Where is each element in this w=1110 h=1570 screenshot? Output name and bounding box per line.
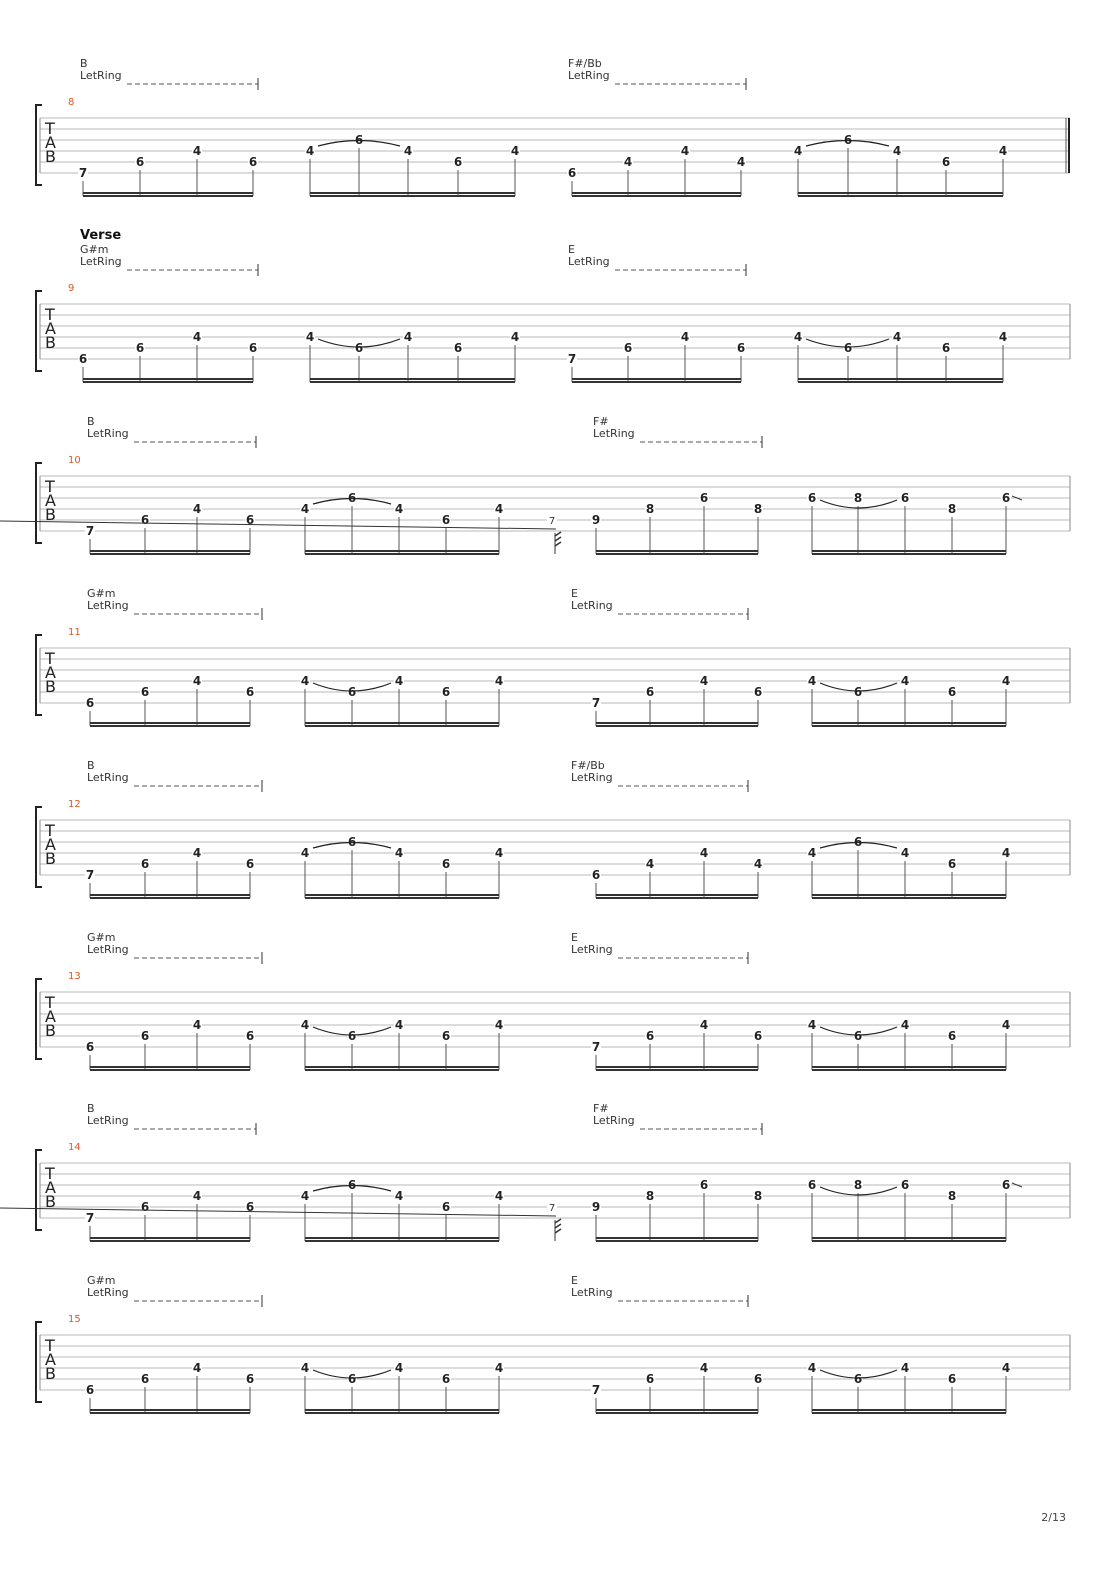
fret-number: 6 (453, 155, 463, 169)
beam (596, 894, 758, 896)
beam (812, 1412, 1006, 1414)
fret-number: 6 (645, 1029, 655, 1043)
let-ring-label: LetRing (571, 943, 613, 956)
let-ring-label: LetRing (87, 599, 129, 612)
fret-number: 6 (843, 133, 853, 147)
beam (90, 1069, 250, 1071)
chord-name: G#m (80, 243, 109, 256)
fret-number: 4 (300, 1189, 310, 1203)
fret-number: 6 (947, 1372, 957, 1386)
fret-number: 6 (85, 696, 95, 710)
fret-number: 4 (300, 846, 310, 860)
fret-number: 4 (192, 502, 202, 516)
grace-flag (555, 542, 561, 546)
beam (798, 195, 1003, 197)
grace-flag (555, 537, 561, 541)
let-ring-label: LetRing (571, 771, 613, 784)
grace-flag (555, 1219, 561, 1223)
fret-number: 6 (699, 491, 709, 505)
fret-number: 6 (140, 685, 150, 699)
fret-number: 6 (941, 155, 951, 169)
fret-number: 4 (494, 1018, 504, 1032)
beam (596, 1412, 758, 1414)
fret-number: 6 (135, 341, 145, 355)
let-ring-label: LetRing (87, 1114, 129, 1127)
fret-number: 7 (85, 1211, 95, 1225)
fret-number: 6 (140, 1372, 150, 1386)
beam (310, 195, 515, 197)
fret-number: 6 (567, 166, 577, 180)
fret-number: 4 (192, 1361, 202, 1375)
fret-number: 6 (736, 341, 746, 355)
beam (812, 897, 1006, 899)
beam (305, 897, 499, 899)
fret-number: 4 (736, 155, 746, 169)
fret-number: 6 (347, 685, 357, 699)
measure-number: 10 (68, 455, 81, 466)
fret-number: 4 (793, 330, 803, 344)
measure-number: 14 (68, 1142, 81, 1153)
beam (572, 192, 741, 194)
fret-number: 8 (947, 1189, 957, 1203)
beam (310, 378, 515, 380)
tab-clef-letter: B (45, 1021, 56, 1040)
chord-name: B (80, 57, 88, 70)
fret-number: 4 (753, 857, 763, 871)
fret-number: 4 (510, 330, 520, 344)
tab-clef-letter: B (45, 1192, 56, 1211)
fret-number: 4 (1001, 1018, 1011, 1032)
fret-number: 6 (753, 1029, 763, 1043)
fret-number: 6 (900, 491, 910, 505)
fret-number: 6 (947, 857, 957, 871)
measure-number: 8 (68, 97, 75, 108)
beam (812, 1240, 1006, 1242)
fret-number: 6 (78, 352, 88, 366)
beam (83, 381, 253, 383)
tab-clef-letter: T (45, 993, 55, 1012)
fret-number: 4 (699, 1361, 709, 1375)
fret-number: 4 (403, 144, 413, 158)
fret-number: 4 (892, 144, 902, 158)
fret-number: 9 (591, 1200, 601, 1214)
measure-number: 13 (68, 971, 81, 982)
fret-number: 6 (248, 341, 258, 355)
fret-number: 6 (853, 1029, 863, 1043)
fret-number: 6 (853, 835, 863, 849)
let-ring-label: LetRing (87, 427, 129, 440)
fret-number: 6 (85, 1040, 95, 1054)
beam (596, 722, 758, 724)
beam (596, 1069, 758, 1071)
beam (90, 553, 250, 555)
fret-number: 6 (623, 341, 633, 355)
fret-number: 6 (140, 1029, 150, 1043)
let-ring-label: LetRing (593, 427, 635, 440)
fret-number: 6 (347, 491, 357, 505)
beam (90, 1237, 250, 1239)
tab-clef-letter: A (45, 133, 56, 152)
fret-number: 4 (680, 330, 690, 344)
fret-number: 6 (140, 857, 150, 871)
fret-number: 4 (645, 857, 655, 871)
fret-number: 4 (192, 1189, 202, 1203)
tab-clef-letter: A (45, 491, 56, 510)
beam (310, 381, 515, 383)
page-number: 2/13 (1041, 1511, 1066, 1524)
grace-note: 7 (548, 1203, 556, 1214)
tab-clef-letter: T (45, 305, 55, 324)
beam (596, 1240, 758, 1242)
beam (596, 553, 758, 555)
beam (812, 553, 1006, 555)
fret-number: 6 (441, 513, 451, 527)
beam (305, 1409, 499, 1411)
beam (812, 1066, 1006, 1068)
beam (305, 1237, 499, 1239)
fret-number: 6 (135, 155, 145, 169)
fret-number: 6 (753, 1372, 763, 1386)
chord-name: B (87, 759, 95, 772)
fret-number: 7 (85, 868, 95, 882)
chord-name: E (568, 243, 575, 256)
let-ring-label: LetRing (87, 943, 129, 956)
fret-number: 4 (305, 330, 315, 344)
fret-number: 4 (998, 144, 1008, 158)
fret-number: 7 (591, 696, 601, 710)
fret-number: 6 (947, 1029, 957, 1043)
fret-number: 6 (441, 857, 451, 871)
beam (305, 553, 499, 555)
beam (812, 1409, 1006, 1411)
fret-number: 6 (699, 1178, 709, 1192)
beam (305, 894, 499, 896)
beam (798, 378, 1003, 380)
fret-number: 7 (591, 1383, 601, 1397)
chord-name: G#m (87, 931, 116, 944)
beam (90, 1409, 250, 1411)
fret-number: 6 (853, 685, 863, 699)
fret-number: 6 (453, 341, 463, 355)
fret-number: 4 (494, 1189, 504, 1203)
fret-number: 6 (347, 1178, 357, 1192)
beam (90, 897, 250, 899)
tab-clef-letter: B (45, 677, 56, 696)
chord-name: E (571, 931, 578, 944)
grace-note: 7 (548, 516, 556, 527)
beam (83, 192, 253, 194)
beam (305, 1240, 499, 1242)
fret-number: 6 (441, 685, 451, 699)
fret-number: 4 (300, 502, 310, 516)
fret-number: 6 (441, 1372, 451, 1386)
fret-number: 4 (699, 674, 709, 688)
fret-number: 4 (699, 846, 709, 860)
tab-clef-letter: A (45, 1350, 56, 1369)
fret-number: 4 (807, 674, 817, 688)
fret-number: 6 (347, 835, 357, 849)
fret-number: 4 (394, 674, 404, 688)
beam (83, 378, 253, 380)
beam (596, 1409, 758, 1411)
let-ring-label: LetRing (568, 255, 610, 268)
grace-flag (555, 1224, 561, 1228)
fret-number: 7 (85, 524, 95, 538)
beam (305, 1066, 499, 1068)
beam (812, 722, 1006, 724)
beam (90, 550, 250, 552)
fret-number: 4 (300, 674, 310, 688)
fret-number: 4 (892, 330, 902, 344)
fret-number: 7 (78, 166, 88, 180)
fret-number: 6 (441, 1200, 451, 1214)
fret-number: 4 (300, 1361, 310, 1375)
grace-slide (0, 521, 556, 529)
measure-number: 9 (68, 283, 75, 294)
chord-name: F# (593, 1102, 609, 1115)
let-ring-label: LetRing (571, 1286, 613, 1299)
fret-number: 4 (494, 674, 504, 688)
fret-number: 8 (853, 491, 863, 505)
fret-number: 6 (853, 1372, 863, 1386)
fret-number: 4 (394, 1018, 404, 1032)
fret-number: 8 (753, 502, 763, 516)
let-ring-label: LetRing (571, 599, 613, 612)
beam (83, 195, 253, 197)
fret-number: 6 (807, 491, 817, 505)
fret-number: 6 (245, 1029, 255, 1043)
tab-clef-letter: T (45, 119, 55, 138)
tab-clef-letter: A (45, 1007, 56, 1026)
tab-clef-letter: A (45, 835, 56, 854)
fret-number: 6 (85, 1383, 95, 1397)
fret-number: 4 (807, 1018, 817, 1032)
tab-clef-letter: T (45, 477, 55, 496)
let-ring-label: LetRing (593, 1114, 635, 1127)
fret-number: 4 (192, 1018, 202, 1032)
fret-number: 4 (394, 502, 404, 516)
beam (812, 1237, 1006, 1239)
chord-name: G#m (87, 587, 116, 600)
fret-number: 4 (900, 1018, 910, 1032)
tab-clef-letter: A (45, 319, 56, 338)
tab-clef-letter: B (45, 1364, 56, 1383)
fret-number: 6 (645, 1372, 655, 1386)
fret-number: 4 (900, 846, 910, 860)
tab-clef-letter: T (45, 1336, 55, 1355)
beam (572, 378, 741, 380)
fret-number: 4 (494, 1361, 504, 1375)
beam (812, 725, 1006, 727)
fret-number: 4 (394, 1361, 404, 1375)
beam (596, 550, 758, 552)
fret-number: 8 (853, 1178, 863, 1192)
fret-number: 4 (680, 144, 690, 158)
fret-number: 6 (753, 685, 763, 699)
beam (305, 722, 499, 724)
fret-number: 4 (394, 1189, 404, 1203)
chord-name: G#m (87, 1274, 116, 1287)
beam (596, 897, 758, 899)
tab-clef-letter: B (45, 333, 56, 352)
fret-number: 6 (1001, 1178, 1011, 1192)
fret-number: 4 (998, 330, 1008, 344)
beam (596, 1237, 758, 1239)
fret-number: 8 (947, 502, 957, 516)
beam (90, 722, 250, 724)
fret-number: 6 (645, 685, 655, 699)
beam (310, 192, 515, 194)
fret-number: 6 (941, 341, 951, 355)
tab-clef-letter: A (45, 663, 56, 682)
fret-number: 9 (591, 513, 601, 527)
let-ring-label: LetRing (80, 255, 122, 268)
tab-clef-letter: B (45, 849, 56, 868)
beam (305, 550, 499, 552)
fret-number: 4 (1001, 674, 1011, 688)
fret-number: 6 (347, 1372, 357, 1386)
fret-number: 4 (192, 674, 202, 688)
chord-name: B (87, 415, 95, 428)
measure-number: 11 (68, 627, 81, 638)
chord-name: F#/Bb (568, 57, 602, 70)
beam (798, 381, 1003, 383)
fret-number: 4 (394, 846, 404, 860)
beam (90, 894, 250, 896)
fret-number: 6 (245, 1372, 255, 1386)
let-ring-label: LetRing (568, 69, 610, 82)
chord-name: E (571, 587, 578, 600)
beam (812, 1069, 1006, 1071)
chord-name: E (571, 1274, 578, 1287)
fret-number: 6 (947, 685, 957, 699)
tab-clef-letter: B (45, 147, 56, 166)
fret-number: 7 (591, 1040, 601, 1054)
beam (812, 550, 1006, 552)
tab-clef-letter: B (45, 505, 56, 524)
fret-number: 6 (591, 868, 601, 882)
fret-number: 8 (753, 1189, 763, 1203)
fret-number: 6 (441, 1029, 451, 1043)
grace-flag (555, 1229, 561, 1233)
fret-number: 6 (245, 1200, 255, 1214)
beam (90, 1066, 250, 1068)
tab-clef-letter: T (45, 821, 55, 840)
beam (90, 1240, 250, 1242)
fret-number: 6 (843, 341, 853, 355)
beam (90, 725, 250, 727)
fret-number: 8 (645, 502, 655, 516)
beam (572, 381, 741, 383)
chord-name: B (87, 1102, 95, 1115)
fret-number: 4 (494, 502, 504, 516)
fret-number: 7 (567, 352, 577, 366)
fret-number: 6 (347, 1029, 357, 1043)
fret-number: 4 (494, 846, 504, 860)
chord-name: F#/Bb (571, 759, 605, 772)
fret-number: 6 (245, 513, 255, 527)
tab-clef-letter: A (45, 1178, 56, 1197)
beam (90, 1412, 250, 1414)
let-ring-label: LetRing (87, 1286, 129, 1299)
fret-number: 6 (140, 1200, 150, 1214)
chord-name: F# (593, 415, 609, 428)
fret-number: 4 (807, 1361, 817, 1375)
fret-number: 6 (245, 685, 255, 699)
fret-number: 4 (900, 1361, 910, 1375)
fret-number: 6 (140, 513, 150, 527)
beam (305, 725, 499, 727)
fret-number: 4 (305, 144, 315, 158)
fret-number: 4 (623, 155, 633, 169)
measure-number: 12 (68, 799, 81, 810)
fret-number: 6 (245, 857, 255, 871)
fret-number: 6 (354, 341, 364, 355)
let-ring-label: LetRing (80, 69, 122, 82)
fret-number: 8 (645, 1189, 655, 1203)
grace-flag (555, 532, 561, 536)
fret-number: 6 (1001, 491, 1011, 505)
section-label: Verse (80, 228, 122, 243)
let-ring-label: LetRing (87, 771, 129, 784)
measure-number: 15 (68, 1314, 81, 1325)
fret-number: 4 (510, 144, 520, 158)
fret-number: 6 (248, 155, 258, 169)
fret-number: 4 (1001, 846, 1011, 860)
beam (596, 725, 758, 727)
fret-number: 4 (403, 330, 413, 344)
fret-number: 4 (900, 674, 910, 688)
fret-number: 4 (1001, 1361, 1011, 1375)
fret-number: 4 (300, 1018, 310, 1032)
tab-clef-letter: T (45, 1164, 55, 1183)
beam (798, 192, 1003, 194)
fret-number: 4 (192, 330, 202, 344)
fret-number: 4 (192, 846, 202, 860)
beam (596, 1066, 758, 1068)
beam (572, 195, 741, 197)
fret-number: 4 (699, 1018, 709, 1032)
fret-number: 4 (793, 144, 803, 158)
tab-clef-letter: T (45, 649, 55, 668)
beam (305, 1412, 499, 1414)
fret-number: 4 (192, 144, 202, 158)
beam (305, 1069, 499, 1071)
grace-slide (0, 1208, 556, 1216)
fret-number: 4 (807, 846, 817, 860)
fret-number: 6 (354, 133, 364, 147)
fret-number: 6 (900, 1178, 910, 1192)
beam (812, 894, 1006, 896)
fret-number: 6 (807, 1178, 817, 1192)
